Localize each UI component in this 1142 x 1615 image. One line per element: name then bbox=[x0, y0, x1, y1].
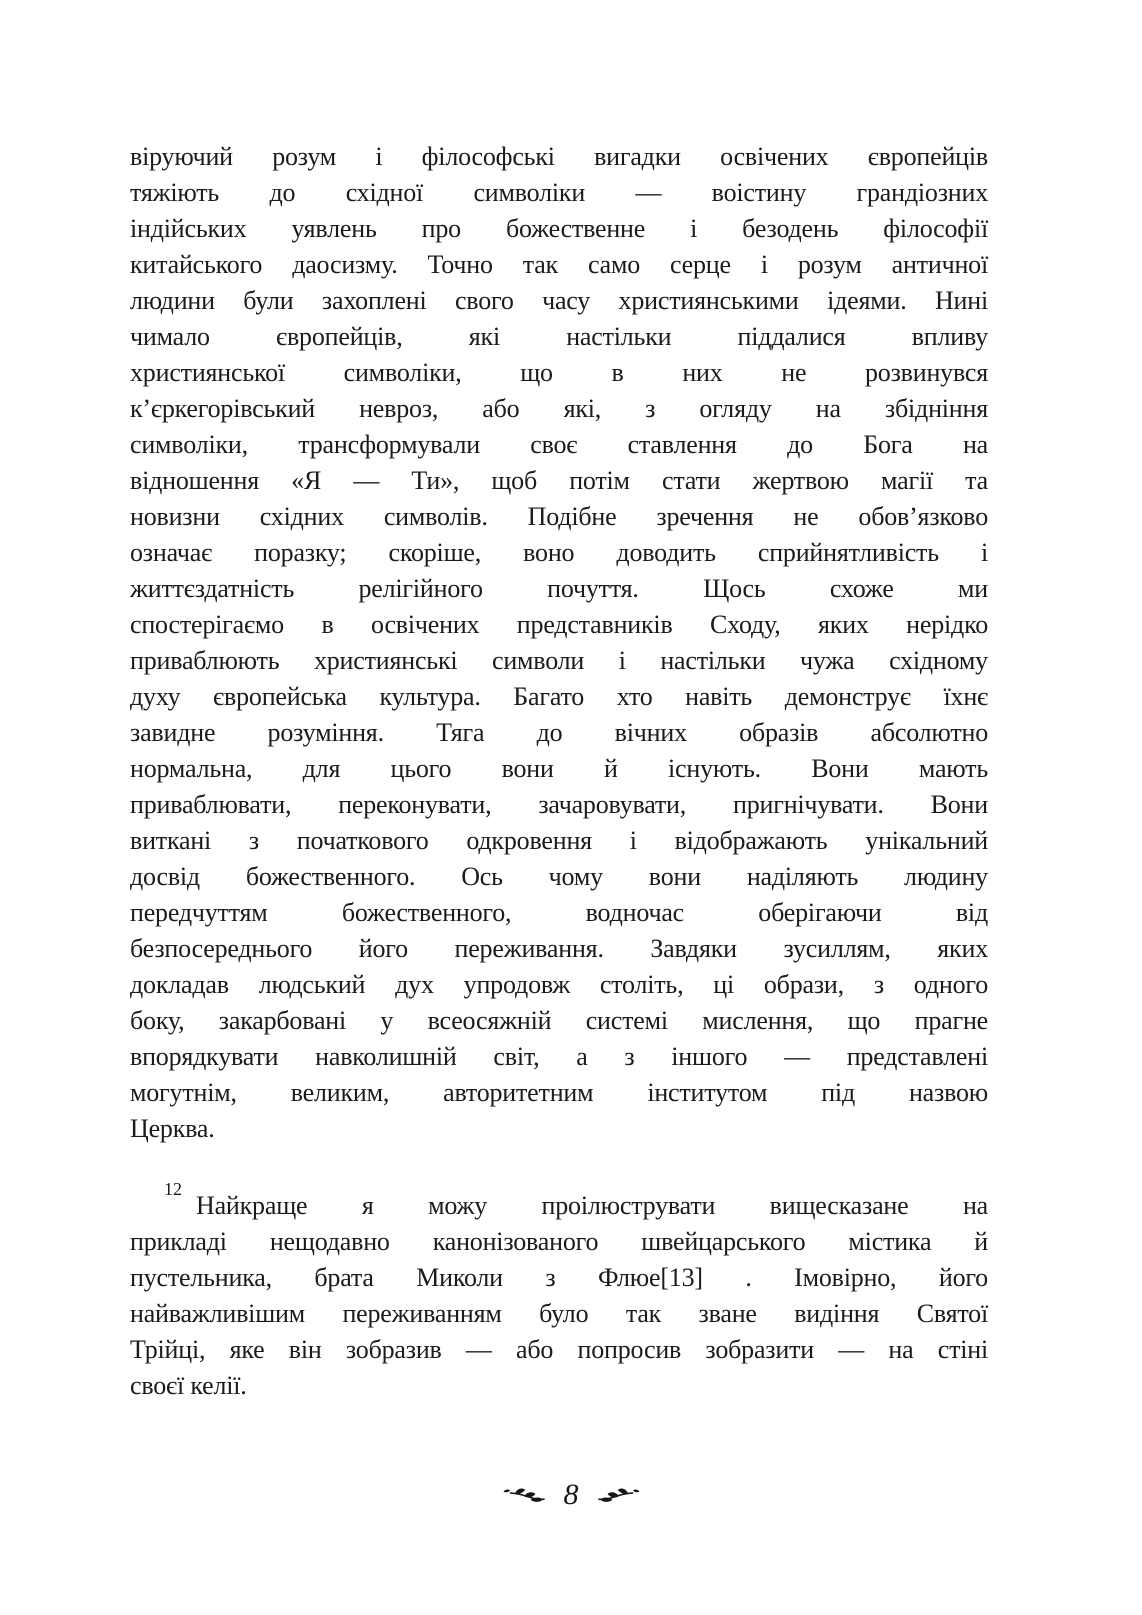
text-line: тяжіють до східної символіки — воістину грандіозних bbox=[130, 178, 988, 207]
text-line: християнської символіки, що в них не розвинувся bbox=[130, 358, 988, 387]
text-line: найважливішим переживанням було так зване видіння Святої bbox=[130, 1299, 988, 1328]
footnote-marker: 12 bbox=[164, 1179, 182, 1200]
paragraph2-rest-lines bbox=[130, 1224, 988, 1404]
text-line: к’єркегорівський невроз, або які, з огляду на збідніння bbox=[130, 394, 988, 423]
text-line: відношення «Я — Ти», щоб потім стати жертвою магії та bbox=[130, 466, 988, 495]
floral-ornament-left-icon bbox=[502, 1484, 546, 1511]
paragraph-2 bbox=[130, 1179, 988, 1404]
text-line: впорядкувати навколишній світ, а з іншого — представлені bbox=[130, 1042, 988, 1071]
text-block bbox=[130, 139, 988, 1404]
text-line: віруючий розум і філософські вигадки освічених європейців bbox=[130, 142, 988, 171]
text-line: нормальна, для цього вони й існують. Вони мають bbox=[130, 754, 988, 783]
text-line: китайського даосизму. Точно так само серце і розум античної bbox=[130, 250, 988, 279]
text-line: Церква. bbox=[130, 1114, 215, 1143]
paragraph2-first-line-text: Найкраще я можу проілюструвати вищесказане на bbox=[196, 1191, 988, 1220]
text-line: безпосереднього його переживання. Завдяки зусиллям, яких bbox=[130, 934, 988, 963]
text-line: могутнім, великим, авторитетним інститутом під назвою bbox=[130, 1078, 988, 1107]
text-line: життєздатність релігійного почуття. Щось схоже ми bbox=[130, 574, 988, 603]
text-line: передчуттям божественного, водночас оберігаючи від bbox=[130, 898, 988, 927]
text-line: приваблюють християнські символи і настільки чужа східному bbox=[130, 646, 988, 675]
text-line: боку, закарбовані у всеосяжній системі мислення, що прагне bbox=[130, 1006, 988, 1035]
text-line: Трійці, яке він зобразив — або попросив зобразити — на стіні bbox=[130, 1335, 988, 1364]
text-line: докладав людський дух упродовж століть, ці образи, з одного bbox=[130, 970, 988, 999]
floral-ornament-right-icon bbox=[597, 1484, 641, 1511]
text-line: завидне розуміння. Тяга до вічних образів абсолютно bbox=[130, 718, 988, 747]
text-line: приваблювати, переконувати, зачаровувати, пригнічувати. Вони bbox=[130, 790, 988, 819]
text-line: виткані з початкового одкровення і відображають унікальний bbox=[130, 826, 988, 855]
text-line: досвід божественного. Ось чому вони наділяють людину bbox=[130, 862, 988, 891]
text-line: спостерігаємо в освічених представників Сходу, яких нерідко bbox=[130, 610, 988, 639]
text-line: символіки, трансформували своє ставлення до Бога на bbox=[130, 430, 988, 459]
page-number: 8 bbox=[563, 1478, 579, 1511]
text-line: своєї келії. bbox=[130, 1371, 247, 1400]
page-footer bbox=[0, 1478, 1142, 1512]
text-line: прикладі нещодавно канонізованого швейцарського містика й bbox=[130, 1227, 988, 1256]
paragraph2-first-line bbox=[130, 1179, 988, 1224]
text-line: людини були захоплені свого часу християнськими ідеями. Нині bbox=[130, 286, 988, 315]
text-line: чимало європейців, які настільки піддалися впливу bbox=[130, 322, 988, 351]
text-line: пустельника, брата Миколи з Флюе[13] . Імовірно, його bbox=[130, 1263, 988, 1292]
text-line: новизни східних символів. Подібне зречення не обов’язково bbox=[130, 502, 988, 531]
text-line: духу європейська культура. Багато хто навіть демонструє їхнє bbox=[130, 682, 988, 711]
text-line: індійських уявлень про божественне і безодень філософії bbox=[130, 214, 988, 243]
text-line: означає поразку; скоріше, воно доводить сприйнятливість і bbox=[130, 538, 988, 567]
paragraph-1 bbox=[130, 139, 988, 1147]
